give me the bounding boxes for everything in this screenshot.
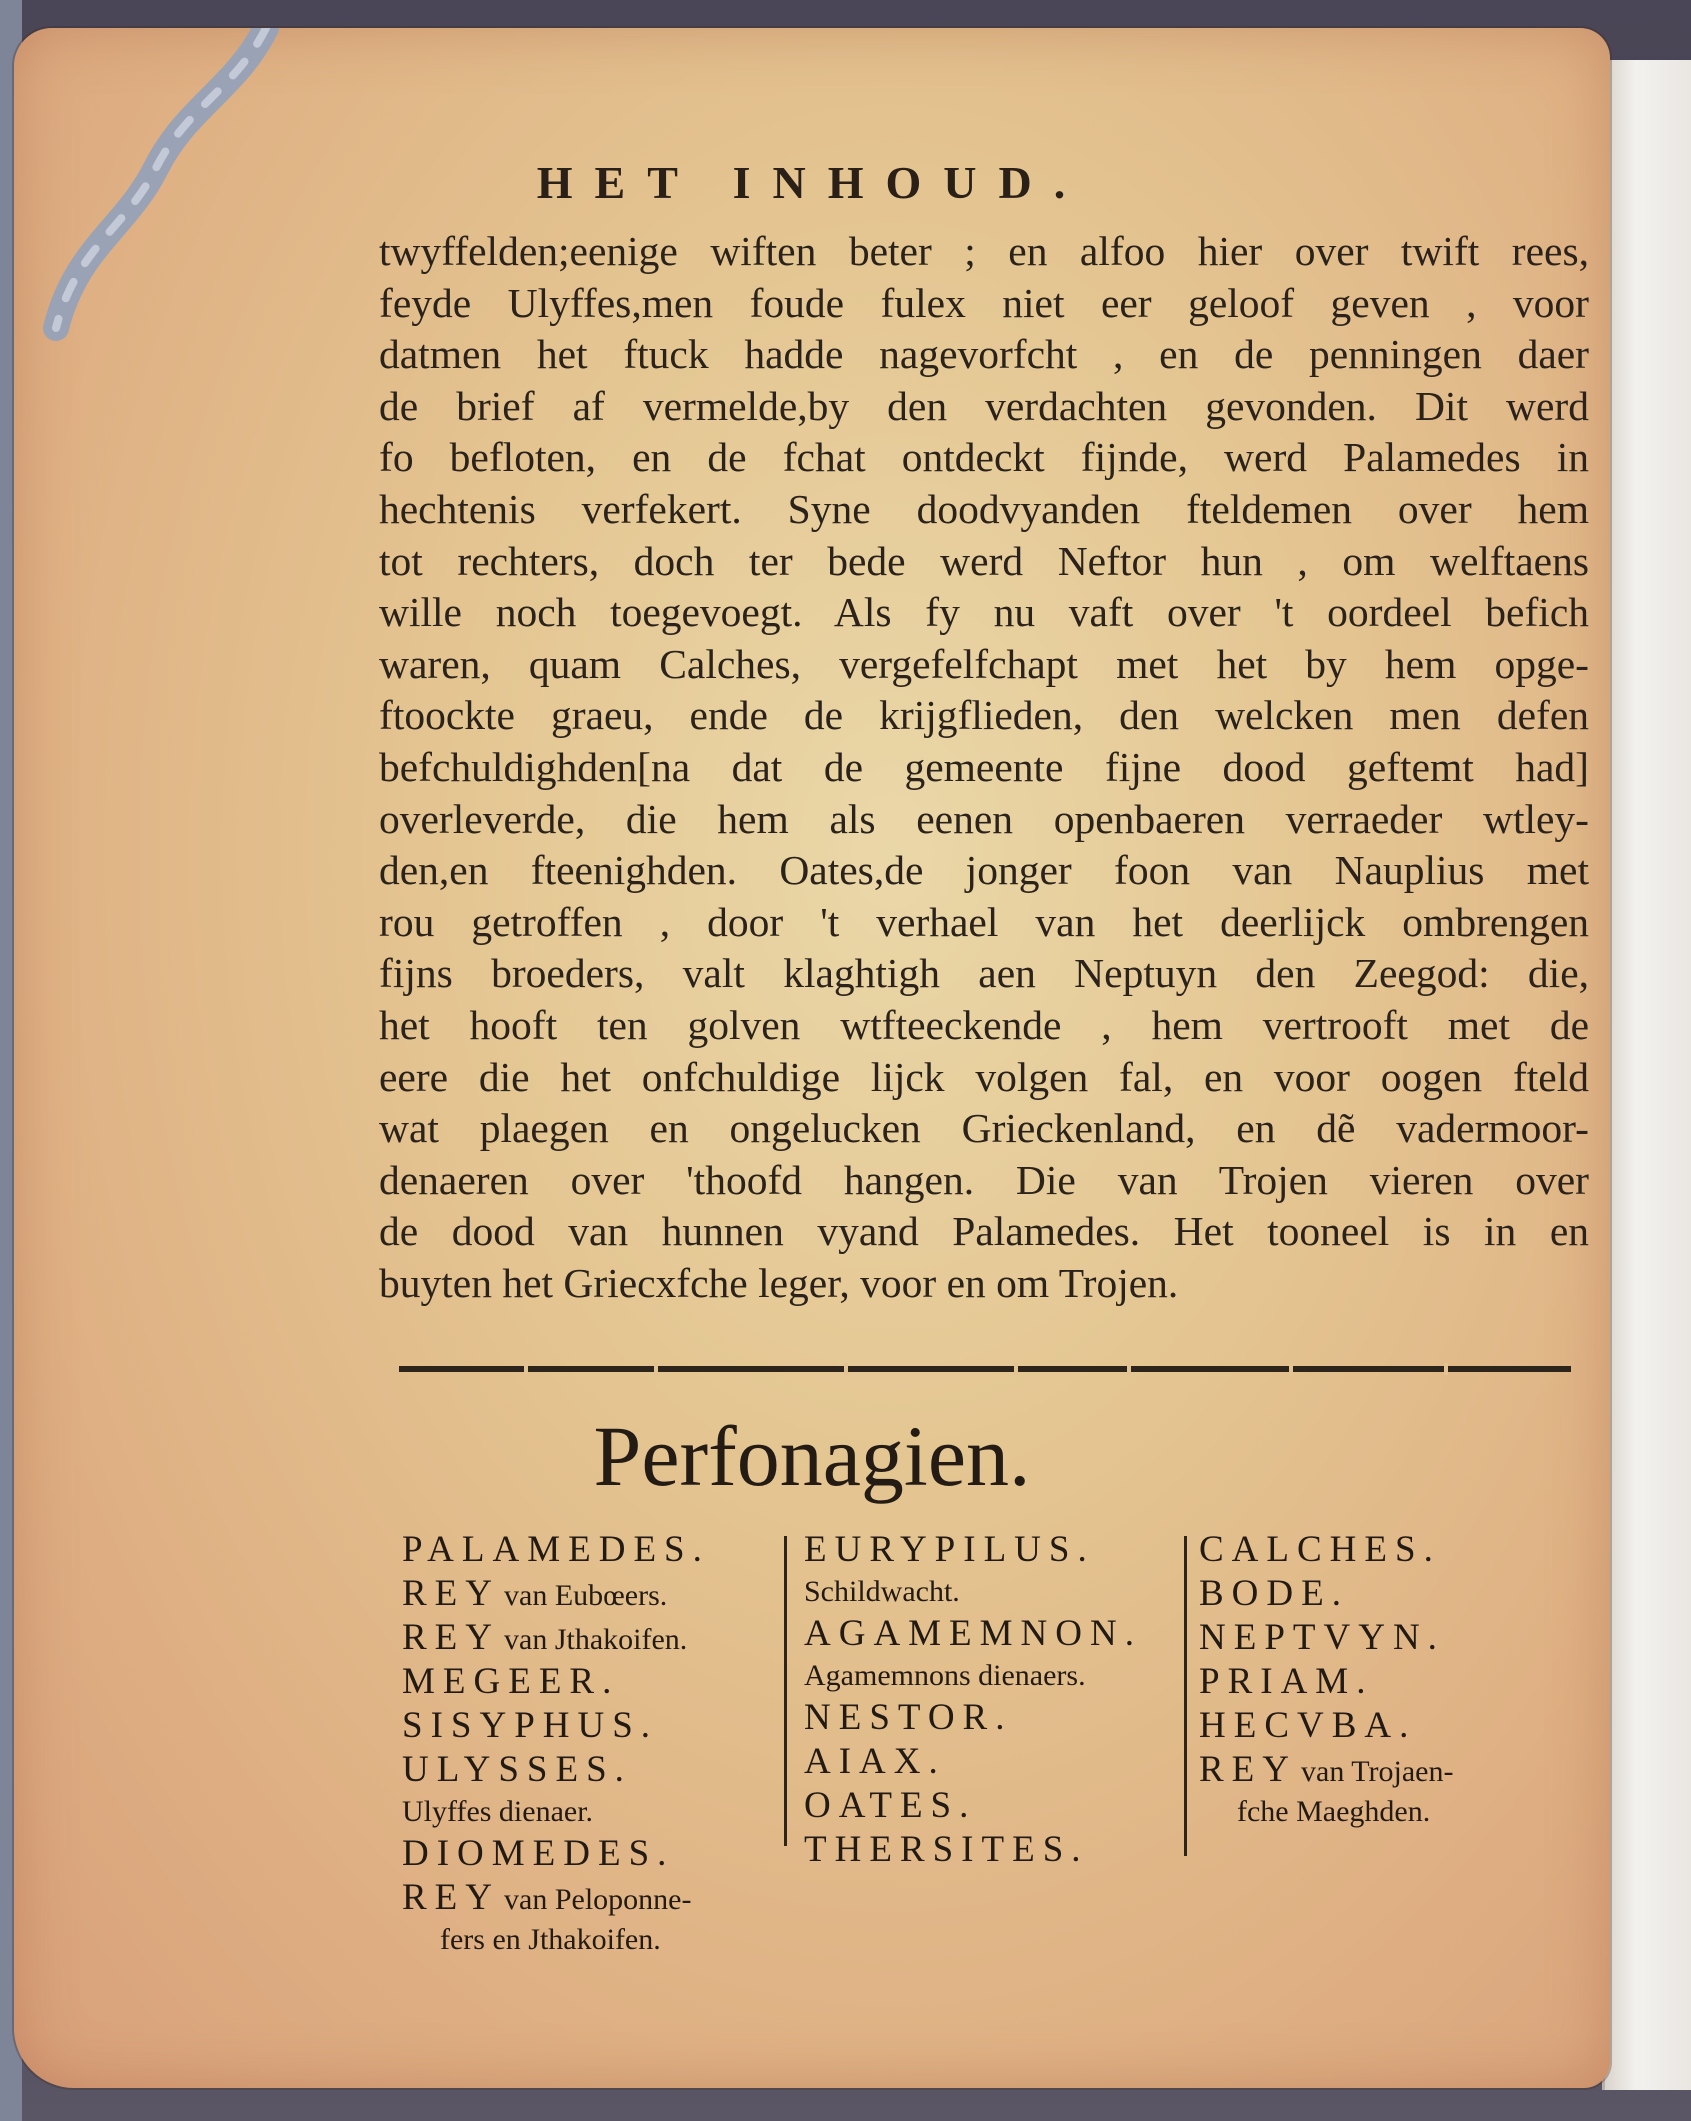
summary-line: fo befloten, en de fchat ontdeckt fijnde, werd Palamedes in <box>379 434 1589 481</box>
personages-title: Perfonagien. <box>593 1408 1031 1504</box>
character-description: Agamemnons dienaers. <box>804 1659 1086 1692</box>
summary-line: den,en fteenighden. Oates,de jonger foon van Nauplius met <box>379 847 1589 894</box>
character-name: REY <box>402 1877 500 1918</box>
cast-entry <box>1199 1748 1569 1792</box>
character-name: REY <box>402 1617 500 1658</box>
cast-entry <box>402 1572 792 1616</box>
cast-entry <box>1199 1792 1569 1832</box>
character-qualifier: van Trojaen- <box>1301 1755 1454 1788</box>
cast-entry <box>804 1656 1199 1696</box>
character-name: REY <box>402 1573 500 1614</box>
cast-entry <box>1199 1704 1569 1748</box>
column-separator-1 <box>784 1536 787 1846</box>
cast-entry <box>402 1792 792 1832</box>
cast-entry <box>804 1696 1199 1740</box>
cast-column-2 <box>804 1528 1199 1872</box>
cast-entry <box>402 1528 792 1572</box>
summary-line: denaeren over 'thoofd hangen. Die van Trojen vieren over <box>379 1156 1589 1203</box>
summary-line: ftoockte graeu, ende de krijgflieden, den welcken men defen <box>379 692 1589 739</box>
summary-line: het hooft ten golven wtfteeckende , hem vertrooft met de <box>379 1001 1589 1048</box>
character-continuation: fers en Jthakoifen. <box>440 1923 661 1956</box>
cast-entry <box>804 1784 1199 1828</box>
cast-entry <box>402 1832 792 1876</box>
divider-rule <box>399 1366 1571 1372</box>
cast-entry <box>804 1828 1199 1872</box>
cast-entry <box>1199 1616 1569 1660</box>
cast-entry <box>402 1616 792 1660</box>
summary-line: buyten het Griecxfche leger, voor en om Trojen. <box>379 1259 1179 1306</box>
cast-entry <box>1199 1572 1569 1616</box>
character-name: EURYPILUS. <box>804 1529 1095 1570</box>
character-name: NESTOR. <box>804 1697 1013 1738</box>
character-name: BODE. <box>1199 1573 1349 1614</box>
character-qualifier: van Peloponne- <box>504 1883 692 1916</box>
summary-line: rou getroffen , door 't verhael van het deerlijck ombrengen <box>379 898 1589 945</box>
summary-line: befchuldighden[na dat de gemeente fijne dood geftemt had] <box>379 743 1589 790</box>
summary-line: wat plaegen en ongelucken Grieckenland, en dẽ vadermoor- <box>379 1105 1589 1152</box>
character-name: PALAMEDES. <box>402 1529 710 1570</box>
cast-entry <box>804 1612 1199 1656</box>
character-name: DIOMEDES. <box>402 1833 675 1874</box>
summary-line: datmen het ftuck hadde nagevorfcht , en de penningen daer <box>379 331 1589 378</box>
character-name: AGAMEMNON. <box>804 1613 1142 1654</box>
summary-line: waren, quam Calches, vergefelfchapt met het by hem opge- <box>379 640 1589 687</box>
cast-entry <box>804 1740 1199 1784</box>
cast-entry <box>402 1660 792 1704</box>
cast-entry <box>402 1876 792 1920</box>
character-name: NEPTVYN. <box>1199 1617 1445 1658</box>
summary-line: fijns broeders, valt klaghtigh aen Neptuyn den Zeegod: die, <box>379 950 1589 997</box>
summary-line: feyde Ulyffes,men foude fulex niet eer geloof geven , voor <box>379 279 1589 326</box>
cast-entry <box>804 1528 1199 1572</box>
cast-entry <box>402 1920 792 1960</box>
character-name: CALCHES. <box>1199 1529 1441 1570</box>
character-name: SISYPHUS. <box>402 1705 659 1746</box>
cast-column-1 <box>402 1528 792 1960</box>
character-description: Ulyffes dienaer. <box>402 1795 594 1828</box>
character-name: AIAX. <box>804 1741 946 1782</box>
summary-text <box>379 226 1589 1309</box>
character-continuation: fche Maeghden. <box>1237 1795 1431 1828</box>
column-separator-2 <box>1184 1536 1187 1856</box>
summary-line: eere die het onfchuldige lijck volgen fal, en voor oogen fteld <box>379 1053 1589 1100</box>
cast-entry <box>402 1704 792 1748</box>
character-description: Schildwacht. <box>804 1575 960 1608</box>
summary-line: tot rechters, doch ter bede werd Neftor hun , om welftaens <box>379 537 1589 584</box>
facing-page-edge <box>1602 60 1691 2090</box>
book-page <box>14 28 1610 2088</box>
character-name: THERSITES. <box>804 1829 1089 1870</box>
character-name: REY <box>1199 1749 1297 1790</box>
summary-line: hechtenis verfekert. Syne doodvyanden fteldemen over hem <box>379 485 1589 532</box>
summary-line: overleverde, die hem als eenen openbaeren verraeder wtley- <box>379 795 1589 842</box>
character-name: MEGEER. <box>402 1661 620 1702</box>
character-name: ULYSSES. <box>402 1749 632 1790</box>
summary-line: de dood van hunnen vyand Palamedes. Het tooneel is in en <box>379 1208 1589 1255</box>
character-name: HECVBA. <box>1199 1705 1417 1746</box>
summary-line: twyffelden;eenige wiften beter ; en alfoo hier over twift rees, <box>379 228 1589 274</box>
character-name: PRIAM. <box>1199 1661 1374 1702</box>
cast-column-3 <box>1199 1528 1569 1832</box>
cast-entry <box>804 1572 1199 1612</box>
cast-entry <box>1199 1528 1569 1572</box>
character-qualifier: van Eubœers. <box>504 1579 668 1612</box>
character-qualifier: van Jthakoifen. <box>504 1623 688 1656</box>
cast-entry <box>1199 1660 1569 1704</box>
summary-line: wille noch toegevoegt. Als fy nu vaft over 't oordeel befich <box>379 589 1589 636</box>
summary-line: de brief af vermelde,by den verdachten gevonden. Dit werd <box>379 382 1589 429</box>
running-header: HET INHOUD. <box>536 157 1088 208</box>
cast-entry <box>402 1748 792 1792</box>
character-name: OATES. <box>804 1785 977 1826</box>
